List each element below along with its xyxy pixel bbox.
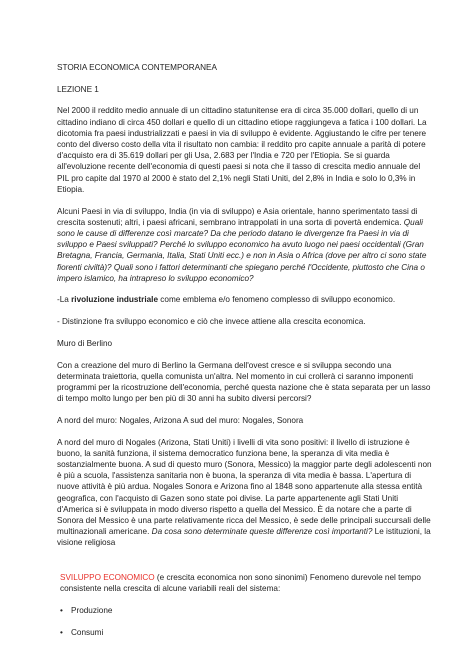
nogales-answer: Le istituzioni, la visione religiosa [57, 527, 431, 548]
list-item-label: Consumi [71, 627, 104, 637]
nogales-text: A nord del muro di Nogales (Arizona, Stati Uniti) i livelli di vita sono positivi: il livello di istruzione è buono, la sanità funziona, il sistema democratico funziona bene, la speranza di vita media è sostanzialmente buona. A sud di questo muro (Sonora, Messico) la maggior parte degli adolescenti non è più a scuola, l'assistenza sanitaria non è buona, la speranza di vita media è bassa. L'apertura di nuove attività è più ardua. Nogales Sonora e Arizona fino al 1848 sono appartenute alla stessa entità geografica, con l'acquisto di Gazen sono state poi divise. La parte appartenente agli Stati Uniti d'America si è sviluppata in modo diverso rispetto a quella del Messico. È da notare che a parte di Sonora del Messico è una parte relativamente ricca del Messico, è sede delle principali succursali delle multinazionali americane. [57, 437, 432, 537]
lesson-heading: LEZIONE 1 [57, 85, 99, 95]
list-item [60, 605, 434, 616]
bullet-icon: • [60, 605, 63, 615]
ir-prefix: -La [57, 295, 72, 305]
list-item-label: Produzione [71, 605, 113, 615]
variables-list [57, 605, 434, 638]
paragraph-nogales-heading: A nord del muro: Nogales, Arizona A sud del muro: Nogales, Sonora [57, 415, 304, 425]
sviluppo-definition: (e crescita economica non sono sinonimi) Fenomeno durevole nel tempo consistente nella crescita di alcune variabili reali del sistema: [60, 572, 421, 593]
bullet-icon: • [60, 627, 63, 637]
paragraph-nogales [57, 437, 434, 549]
paragraph-sviluppo [57, 572, 434, 594]
paragraph-growth [57, 206, 434, 284]
paragraph-industrial-revolution [57, 294, 434, 305]
sviluppo-heading: SVILUPPO ECONOMICO [60, 572, 155, 582]
document-title: STORIA ECONOMICA CONTEMPORANEA [57, 63, 217, 72]
paragraph-berlin: Con a creazione del muro di Berlino la Germana dell'ovest cresce e si sviluppa secondo una determinata traiettoria, quella comunista un'altra. Nel momento in cui crollerà ci saranno imponenti programmi per la ricostruzione dell'economia, perché questa nazione che è stata separata per un lasso di tempo molto lungo per ben più di 30 anni ha subito diversi percorsi? [57, 360, 431, 404]
list-item [60, 627, 434, 638]
paragraph-growth-questions: Quali sono le cause di differenze così marcate? Da che periodo datano le divergenze fra Paesi in via di sviluppo e Paesi sviluppati? Perché lo sviluppo economico ha avuto luogo nei paesi occidentali (Gran Bretagna, Francia, Germania, Italia, Stati Uniti ecc.) e non in Asia o Africa (dove per altro ci sono state fiorenti civiltà)? Quali sono i fattori determinanti che spiegano perché l'Occidente, piuttosto che Cina o impero islamico, ha intrapreso lo sviluppo economico? [57, 217, 427, 283]
section-heading-berlin: Muro di Berlino [57, 338, 113, 348]
paragraph-growth-text: Alcuni Paesi in via di sviluppo, India (in via di sviluppo) e Asia orientale, hanno sperimentato tassi di crescita sostenuti; altri, i paesi africani, sembrano intrappolati in una sorta di povertà endemica. [57, 206, 418, 227]
ir-bold-term: rivoluzione industriale [71, 295, 159, 305]
paragraph-income: Nel 2000 il reddito medio annuale di un cittadino statunitense era di circa 35.000 dollari, quello di un cittadino indiano di circa 450 dollari e quello di un cittadino etiope raggiungeva a fatica i 100 dollari. La dicotomia fra paesi industrializzati e paesi in via di sviluppo è evidente. Aggiustando le cifre per tenere conto del diverso costo della vita il risultato non cambia: il reddito pro capite annuale a parità di potere d'acquisto era di 35.619 dollari per gli Usa, 2.683 per l'India e 720 per l'Etiopia. Se si guarda all'evoluzione recente dell'economia di questi paesi si nota che il tasso di crescita medio annuale del PIL pro capite dal 1970 al 2000 è stato del 2,1% negli Stati Uniti, del 2,8% in India e solo lo 0,3% in Etiopia. [57, 106, 427, 194]
nogales-question: Da cosa sono determinate queste differenze così importanti? [151, 527, 373, 537]
paragraph-distinction: - Distinzione fra sviluppo economico e ciò che invece attiene alla crescita economica. [57, 317, 366, 327]
ir-suffix: come emblema e/o fenomeno complesso di sviluppo economico. [158, 295, 396, 305]
